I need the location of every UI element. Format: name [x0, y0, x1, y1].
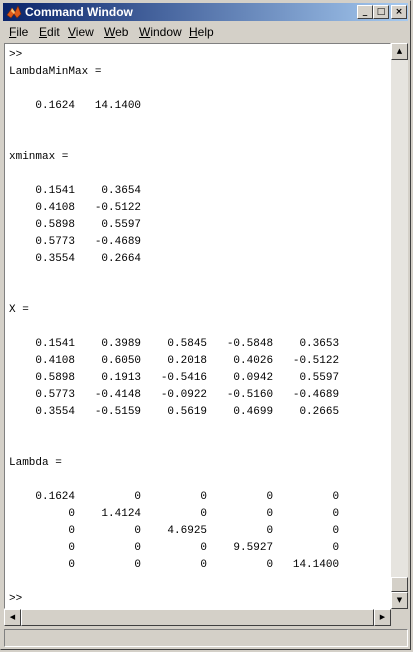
title-bar[interactable]: [3, 3, 408, 21]
scroll-left-button[interactable]: [4, 609, 21, 626]
minimize-icon: _: [362, 7, 368, 17]
menu-edit[interactable]: Edit: [39, 25, 60, 39]
menu-window[interactable]: Window: [139, 25, 182, 39]
status-bar: [4, 629, 408, 647]
menu-file[interactable]: File: [9, 25, 29, 39]
console-area[interactable]: [4, 43, 391, 609]
arrow-down-icon: ▼: [396, 596, 403, 604]
scroll-up-button[interactable]: [391, 43, 408, 60]
menu-bar: [3, 22, 408, 42]
maximize-button[interactable]: [373, 5, 389, 19]
arrow-up-icon: ▲: [396, 47, 403, 55]
menu-view[interactable]: View: [68, 25, 94, 39]
horizontal-scrollbar[interactable]: [4, 609, 391, 626]
console-output[interactable]: >> LambdaMinMax = 0.1624 14.1400 xminmax = 0.1541 0.3654 0.4108 -0.5122 0.5898 0.5597 0.5773 -0.4689 0.3554 0.2664 X = 0.1541 0.3989 0.5845 -0.5848 0.3653 0.4108 0.6050 0.2018 0.4026 -0.5122 0.5898 0.1913 -0.5416 0.0942 0.5597 0.5773 -0.4148 -0.0922 -0.5160 -0.4689 0.3554 -0.5159 0.5619 0.4699 0.2665 Lambda = 0.1624 0 0 0 0 0 1.4124 0 0 0 0 0 4.6925 0 0 0 0 0 9.5927 0 0 0 0 0 14.1400 >>: [9, 49, 340, 605]
arrow-right-icon: ▶: [379, 613, 386, 621]
vertical-scrollbar[interactable]: [391, 43, 408, 609]
scroll-down-button[interactable]: [391, 592, 408, 609]
close-icon: ×: [395, 7, 403, 17]
arrow-left-icon: ◀: [9, 613, 16, 621]
window-title: Command Window: [25, 5, 133, 19]
menu-web[interactable]: Web: [104, 25, 129, 39]
matlab-logo-icon: [6, 4, 22, 20]
horizontal-scroll-thumb[interactable]: [21, 609, 374, 626]
maximize-icon: □: [376, 7, 386, 17]
minimize-button[interactable]: [357, 5, 373, 19]
close-button[interactable]: [391, 5, 407, 19]
scrollbar-corner: [391, 609, 408, 626]
menu-help[interactable]: Help: [189, 25, 214, 39]
scroll-right-button[interactable]: [374, 609, 391, 626]
vertical-scroll-thumb[interactable]: [391, 577, 408, 592]
